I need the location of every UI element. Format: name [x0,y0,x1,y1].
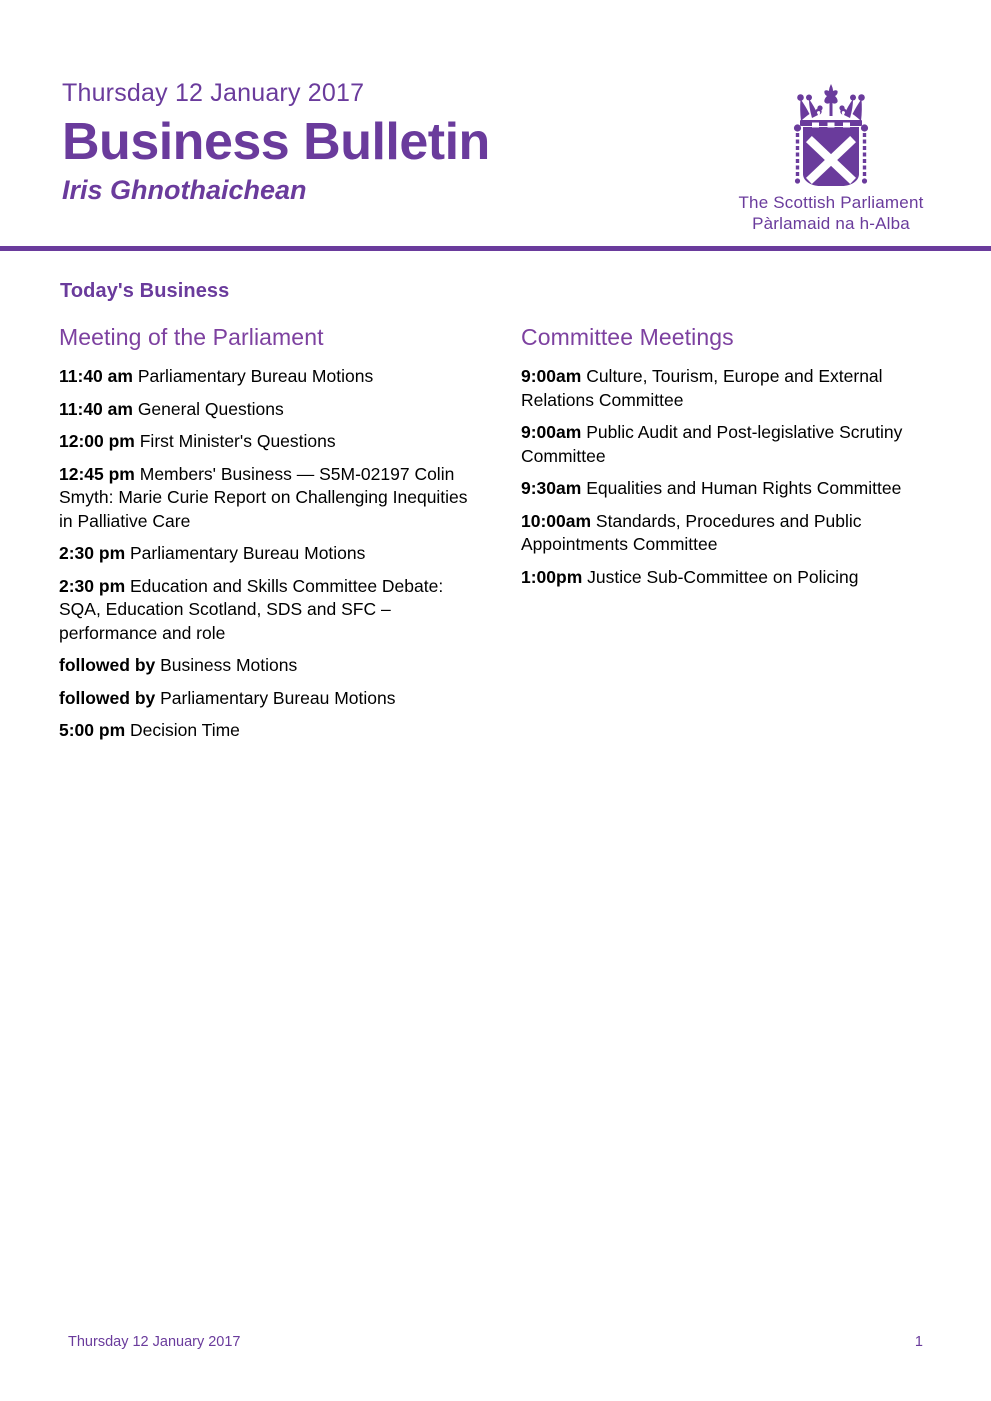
business-entry-description: General Questions [132,398,284,419]
header-divider [0,246,991,251]
page-title: Business Bulletin [62,113,490,171]
business-entry-description: Parliamentary Bureau Motions [132,366,374,386]
business-entry-description: Education and Skills Committee Debate: SQA, Education Scotland, SDS and SFC – performance and role [59,575,444,643]
business-entry [59,687,479,711]
business-entry-time: 1:00pm [521,566,583,587]
business-entry-description: Parliamentary Bureau Motions [125,543,366,563]
business-entry [521,510,941,557]
business-entry [521,566,941,590]
business-entry-time: 11:40 am [59,398,133,419]
business-entry [59,542,479,566]
scottish-parliament-crest-icon [726,82,936,192]
footer-date: Thursday 12 January 2017 [68,1334,241,1350]
business-entry-description: Culture, Tourism, Europe and External Relations Committee [521,366,883,410]
business-entry [59,654,479,678]
business-entry [521,421,941,468]
business-entry-description: Members' Business — S5M-02197 Colin Smyth: Marie Curie Report on Challenging Inequities in Palliative Care [59,463,468,531]
business-entry-description: First Minister's Questions [134,431,336,451]
business-entry-time: 2:30 pm [59,543,126,563]
business-entry-description: Decision Time [125,720,240,740]
header-date: Thursday 12 January 2017 [62,79,365,107]
business-entry-time: 11:40 am [59,366,133,386]
business-entry-time: 9:30am [521,478,582,498]
business-entry-description: Business Motions [155,655,298,675]
header-text-block [62,78,490,206]
footer-page-number: 1 [914,1334,923,1350]
business-entry-description: Justice Sub-Committee on Policing [582,566,859,587]
column-heading: Meeting of the Parliament [59,324,324,350]
business-entry-time: 2:30 pm [59,575,126,596]
business-entry [59,575,479,646]
business-entry-time: 12:00 pm [59,431,135,451]
business-entry-description: Parliamentary Bureau Motions [155,687,396,708]
business-entry-description: Equalities and Human Rights Committee [581,478,902,498]
business-entry [59,719,479,743]
business-entry-time: 10:00am [521,510,592,531]
entry-list [59,365,479,743]
scottish-parliament-logo [726,82,936,232]
business-entry-time: 9:00am [521,366,582,386]
business-entry [59,430,479,454]
page-footer [0,1334,991,1364]
business-entry [521,365,941,412]
column-meeting-of-the-parliament [59,323,479,752]
business-entry-time: 12:45 pm [59,463,135,484]
business-entry [59,463,479,534]
business-entry [59,365,479,389]
page-subtitle-gaelic: Iris Ghnothaichean [62,175,307,205]
logo-caption-english: The Scottish Parliament [738,193,924,212]
business-entry-time: 5:00 pm [59,720,126,740]
logo-caption-gaelic: Pàrlamaid na h-Alba [752,214,910,233]
logo-caption [726,192,936,234]
business-entry-description: Standards, Procedures and Public Appointments Committee [521,510,862,554]
business-entry [521,477,941,501]
business-entry-time: 9:00am [521,422,582,442]
column-heading: Committee Meetings [521,324,734,350]
business-entry [59,398,479,422]
page-header [0,0,991,246]
business-entry-time: followed by [59,687,156,708]
entry-list [521,365,941,589]
column-committee-meetings [521,323,941,598]
business-entry-description: Public Audit and Post-legislative Scrutiny Committee [521,422,903,466]
business-entry-time: followed by [59,655,156,675]
section-title-todays-business: Today's Business [60,280,230,302]
